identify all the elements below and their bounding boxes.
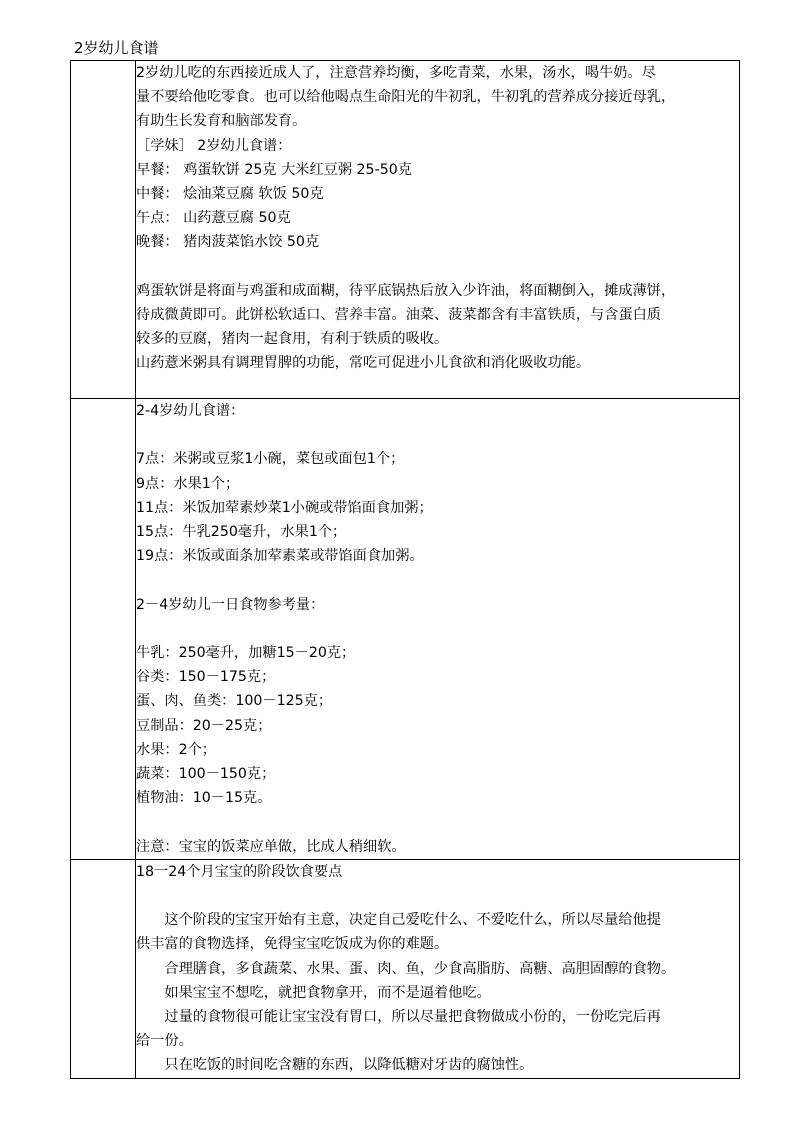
recipe-table bbox=[70, 60, 740, 1079]
text-line: 植物油：10－15克。 bbox=[136, 790, 272, 807]
text-line: 谷类：150－175克； bbox=[136, 669, 276, 686]
text-line: 2-4岁幼儿食谱： bbox=[136, 403, 245, 419]
side-cell bbox=[71, 399, 136, 860]
table-row bbox=[71, 61, 740, 399]
text-line: 蛋、肉、鱼类：100－125克； bbox=[136, 693, 333, 710]
text-line: ［学妹］ 2岁幼儿食谱： bbox=[136, 137, 292, 154]
text-line: 供丰富的食物选择，免得宝宝吃饭成为你的难题。 bbox=[136, 936, 449, 953]
text-line bbox=[136, 423, 739, 447]
text-line: 中餐： 烩油菜豆腐 软饭 50克 bbox=[136, 186, 324, 203]
text-line: 晚餐： 猪肉菠菜馅水饺 50克 bbox=[136, 234, 320, 251]
section-2-4yr-recipe bbox=[136, 399, 740, 860]
section-18-24mo-tips bbox=[136, 859, 740, 1078]
text-line: 蔬菜：100－150克； bbox=[136, 766, 276, 782]
text-line bbox=[136, 884, 739, 908]
text-line: 山药薏米粥具有调理胃脾的功能，常吃可促进小儿食欲和消化吸收功能。 bbox=[136, 355, 591, 372]
text-line: 2岁幼儿吃的东西接近成人了，注意营养均衡，多吃青菜，水果，汤水，喝牛奶。尽 bbox=[136, 65, 656, 81]
text-line bbox=[136, 810, 739, 834]
side-cell bbox=[71, 859, 136, 1078]
text-line: 如果宝宝不想吃，就把食物拿开，而不是逼着他吃。 bbox=[164, 984, 491, 1001]
text-line bbox=[136, 255, 739, 279]
text-line: 18一24个月宝宝的阶段饮食要点 bbox=[136, 863, 343, 880]
text-line: 午点： 山药薏豆腐 50克 bbox=[136, 210, 291, 227]
side-cell bbox=[71, 61, 136, 399]
text-line: 注意：宝宝的饭菜应单做，比成人稍细软。 bbox=[136, 838, 406, 855]
text-line: 较多的豆腐，猪肉一起食用，有利于铁质的吸收。 bbox=[136, 331, 449, 348]
table-row bbox=[71, 399, 740, 860]
text-line bbox=[136, 568, 739, 592]
text-line: 量不要给他吃零食。也可以给他喝点生命阳光的牛初乳，牛初乳的营养成分接近母乳， bbox=[136, 89, 676, 106]
text-line: 待成微黄即可。此饼松软适口、营养丰富。油菜、菠菜都含有丰富铁质，与含蛋白质 bbox=[136, 307, 661, 324]
text-line: 牛乳：250毫升，加糖15－20克； bbox=[136, 644, 356, 661]
text-line: 早餐： 鸡蛋软饼 25克 大米红豆粥 25-50克 bbox=[136, 161, 412, 178]
text-line: 15点：牛乳250毫升，水果1个； bbox=[136, 524, 347, 540]
text-line: 给一份。 bbox=[136, 1033, 193, 1050]
text-line: 鸡蛋软饼是将面与鸡蛋和成面糊，待平底锅热后放入少许油，将面糊倒入，摊成薄饼， bbox=[136, 282, 676, 299]
text-line: 2－4岁幼儿一日食物参考量： bbox=[136, 596, 325, 613]
text-line: 这个阶段的宝宝开始有主意，决定自己爱吃什么、不爱吃什么，所以尽量给他提 bbox=[164, 912, 661, 929]
text-line: 有助生长发育和脑部发育。 bbox=[136, 113, 307, 130]
section-2yr-recipe bbox=[136, 61, 740, 399]
text-line: 11点：米饭加荤素炒菜1小碗或带馅面食加粥； bbox=[136, 499, 433, 516]
page-title: 2岁幼儿食谱 bbox=[74, 39, 159, 57]
text-line: 9点：水果1个； bbox=[136, 475, 240, 492]
text-line: 19点：米饭或面条加荤素菜或带馅面食加粥。 bbox=[136, 548, 424, 565]
text-line: 只在吃饭的时间吃含糖的东西，以降低糖对牙齿的腐蚀性。 bbox=[164, 1057, 534, 1074]
text-line: 豆制品：20－25克； bbox=[136, 717, 272, 734]
text-line: 合理膳食，多食蔬菜、水果、蛋、肉、鱼，少食高脂肪、高糖、高胆固醇的食物。 bbox=[164, 960, 676, 977]
text-line: 过量的食物很可能让宝宝没有胃口，所以尽量把食物做成小份的，一份吃完后再 bbox=[164, 1009, 661, 1025]
text-line bbox=[136, 617, 739, 641]
text-line: 水果：2个； bbox=[136, 741, 216, 758]
text-line: 7点：米粥或豆浆1小碗，菜包或面包1个； bbox=[136, 451, 405, 468]
table-row bbox=[71, 859, 740, 1078]
